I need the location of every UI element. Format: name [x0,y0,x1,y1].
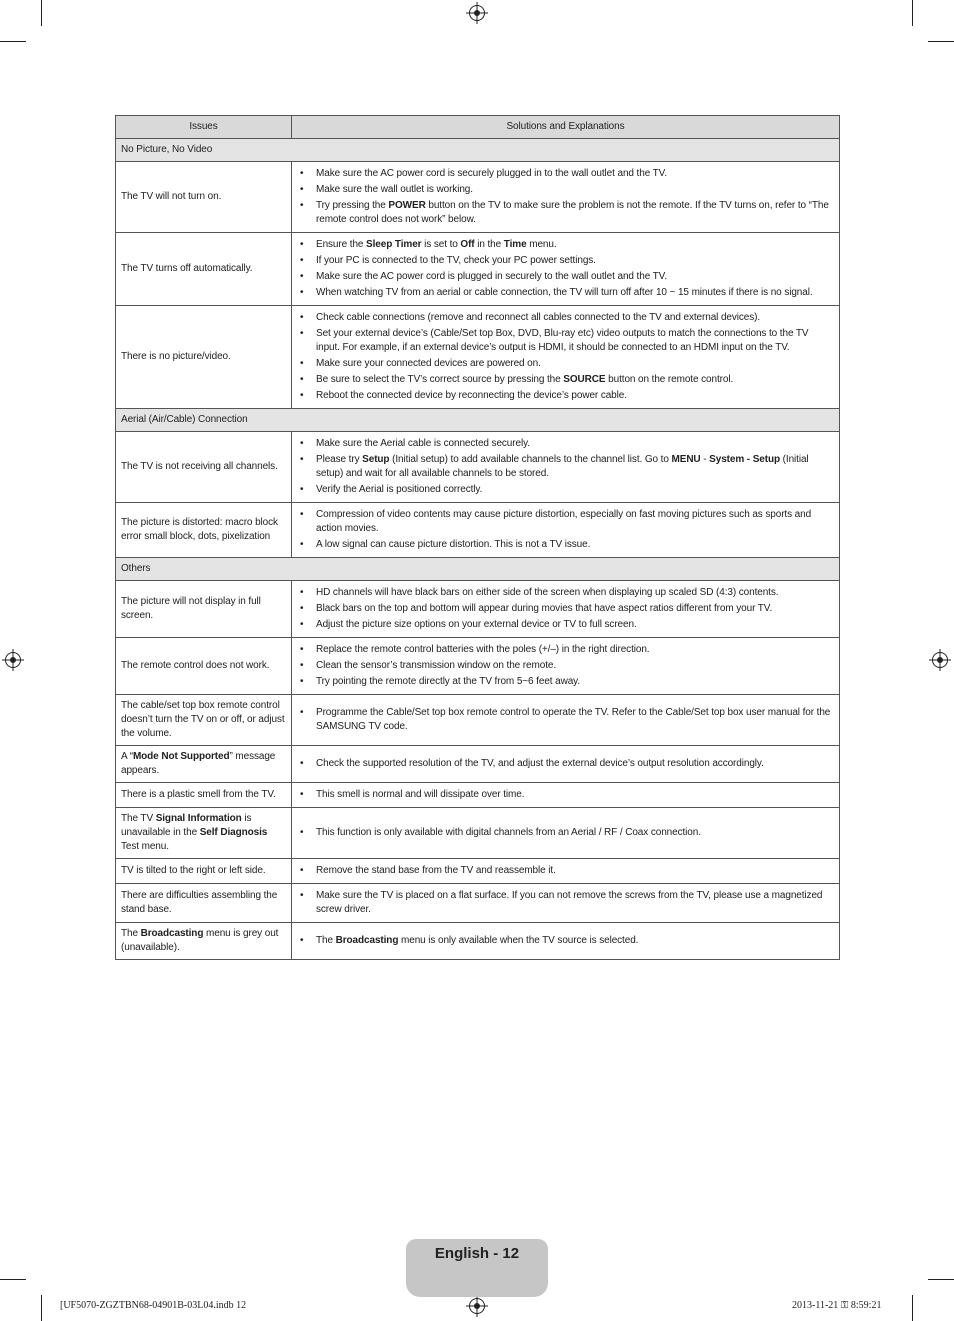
solutions-cell [292,884,840,923]
solution-item: • Make sure the AC power cord is plugged in securely to the wall outlet and the TV. [306,270,831,284]
crop-mark [912,0,913,26]
section-row [116,558,840,581]
solutions-list [306,586,831,632]
solutions-cell [292,581,840,638]
table-row [116,884,840,923]
solutions-cell [292,233,840,306]
solutions-cell [292,923,840,960]
issue-cell: The cable/set top box remote control doesn’t turn the TV on or off, or adjust the volume. [116,695,292,746]
footer-file-info: [UF5070-ZGZTBN68-04901B-03L04.indb 12 [60,1300,247,1311]
solution-item: • Make sure the TV is placed on a flat surface. If you can not remove the screws from the TV, please use a magnetized screw driver. [306,889,831,917]
column-header-solutions: Solutions and Explanations [292,116,840,139]
solution-item: • Ensure the Sleep Timer is set to Off in the Time menu. [306,238,831,252]
solutions-cell [292,783,840,808]
column-header-issues: Issues [116,116,292,139]
solutions-list [306,826,831,840]
solution-item: • Remove the stand base from the TV and reassemble it. [306,864,831,878]
solution-item: • Reboot the connected device by reconnecting the device’s power cable. [306,389,831,403]
crop-mark [0,41,26,42]
solution-item: • Make sure your connected devices are powered on. [306,357,831,371]
section-title: No Picture, No Video [116,139,840,162]
solutions-list [306,934,831,948]
registration-mark-icon [932,652,948,668]
solution-item: • Check cable connections (remove and reconnect all cables connected to the TV and external devices). [306,311,831,325]
solution-item: • This function is only available with digital channels from an Aerial / RF / Coax connection. [306,826,831,840]
crop-mark [928,41,954,42]
solutions-list [306,437,831,497]
solutions-cell [292,808,840,859]
solution-item: • Clean the sensor’s transmission window on the remote. [306,659,831,673]
solution-item: • Make sure the AC power cord is securely plugged in to the wall outlet and the TV. [306,167,831,181]
solutions-list [306,889,831,917]
solutions-list [306,757,831,771]
table-row [116,783,840,808]
solutions-list [306,788,831,802]
registration-mark-icon [5,652,21,668]
issue-cell: The TV will not turn on. [116,162,292,233]
solution-item: • Set your external device’s (Cable/Set top Box, DVD, Blu-ray etc) video outputs to match the connections to the TV input. For example, if an external device’s output is HDMI, it should be connected to an HDMI input on the TV. [306,327,831,355]
solutions-cell [292,695,840,746]
solution-item: • HD channels will have black bars on either side of the screen when displaying up scaled SD (4:3) contents. [306,586,831,600]
issue-cell: The remote control does not work. [116,638,292,695]
table-row [116,581,840,638]
solutions-list [306,643,831,689]
solution-item: • Please try Setup (Initial setup) to add available channels to the channel list. Go to MENU - System - Setup (Initial setup) and wait for all available channels to be stored. [306,453,831,481]
solutions-cell [292,746,840,783]
table-row [116,808,840,859]
crop-mark [928,1279,954,1280]
solutions-cell [292,503,840,558]
issue-cell: The picture is distorted: macro block error small block, dots, pixelization [116,503,292,558]
solutions-cell [292,638,840,695]
registration-mark-icon [469,5,485,21]
crop-mark [41,1295,42,1321]
solution-item: • Make sure the wall outlet is working. [306,183,831,197]
issue-cell: A “Mode Not Supported” message appears. [116,746,292,783]
table-row [116,503,840,558]
table-row [116,432,840,503]
solutions-cell [292,306,840,409]
page-number-tab [406,1239,548,1297]
solution-item: • Black bars on the top and bottom will appear during movies that have aspect ratios different from your TV. [306,602,831,616]
solution-item: • Try pointing the remote directly at the TV from 5~6 feet away. [306,675,831,689]
table-body [116,139,840,960]
solution-item: • Replace the remote control batteries with the poles (+/–) in the right direction. [306,643,831,657]
table-row [116,859,840,884]
table-row [116,306,840,409]
solution-item: • Compression of video contents may cause picture distortion, especially on fast moving pictures such as sports and action movies. [306,508,831,536]
issue-cell: There is no picture/video. [116,306,292,409]
solution-item: • When watching TV from an aerial or cable connection, the TV will turn off after 10 ~ 15 minutes if there is no signal. [306,286,831,300]
table-row [116,923,840,960]
table-row [116,162,840,233]
solution-item: • Make sure the Aerial cable is connected securely. [306,437,831,451]
issue-cell: The TV turns off automatically. [116,233,292,306]
section-title: Aerial (Air/Cable) Connection [116,409,840,432]
solution-item: • Verify the Aerial is positioned correctly. [306,483,831,497]
crop-mark [0,1279,26,1280]
registration-mark-icon [469,1298,485,1314]
issue-cell: There are difficulties assembling the stand base. [116,884,292,923]
section-row [116,409,840,432]
solutions-cell [292,432,840,503]
issue-cell: TV is tilted to the right or left side. [116,859,292,884]
issue-cell: The TV is not receiving all channels. [116,432,292,503]
crop-mark [41,0,42,26]
solutions-list [306,238,831,300]
solution-item: • The Broadcasting menu is only available when the TV source is selected. [306,934,831,948]
section-title: Others [116,558,840,581]
solutions-list [306,706,831,734]
table-row [116,638,840,695]
solutions-cell [292,162,840,233]
table-header-row [116,116,840,139]
table-row [116,233,840,306]
solution-item: • Try pressing the POWER button on the TV to make sure the problem is not the remote. If the TV turns on, refer to “The remote control does not work” below. [306,199,831,227]
solution-item: • If your PC is connected to the TV, check your PC power settings. [306,254,831,268]
solution-item: • Check the supported resolution of the TV, and adjust the external device’s output resolution accordingly. [306,757,831,771]
solution-item: • Adjust the picture size options on your external device or TV to full screen. [306,618,831,632]
solutions-list [306,864,831,878]
issue-cell: The Broadcasting menu is grey out (unavailable). [116,923,292,960]
solutions-list [306,311,831,403]
section-row [116,139,840,162]
crop-mark [912,1295,913,1321]
page-number-label: English - 12 [434,1245,520,1262]
table-row [116,746,840,783]
solution-item: • Programme the Cable/Set top box remote control to operate the TV. Refer to the Cable/Set top box user manual for the SAMSUNG TV code. [306,706,831,734]
issue-cell: There is a plastic smell from the TV. [116,783,292,808]
solutions-list [306,508,831,552]
issue-cell: The TV Signal Information is unavailable in the Self Diagnosis Test menu. [116,808,292,859]
solution-item: • A low signal can cause picture distortion. This is not a TV issue. [306,538,831,552]
footer-datetime: 2013-11-21 ⚿ 8:59:21 [792,1300,882,1311]
solution-item: • This smell is normal and will dissipate over time. [306,788,831,802]
solution-item: • Be sure to select the TV’s correct source by pressing the SOURCE button on the remote control. [306,373,831,387]
solutions-cell [292,859,840,884]
issue-cell: The picture will not display in full screen. [116,581,292,638]
solutions-list [306,167,831,227]
table-row [116,695,840,746]
troubleshooting-table [115,115,840,960]
